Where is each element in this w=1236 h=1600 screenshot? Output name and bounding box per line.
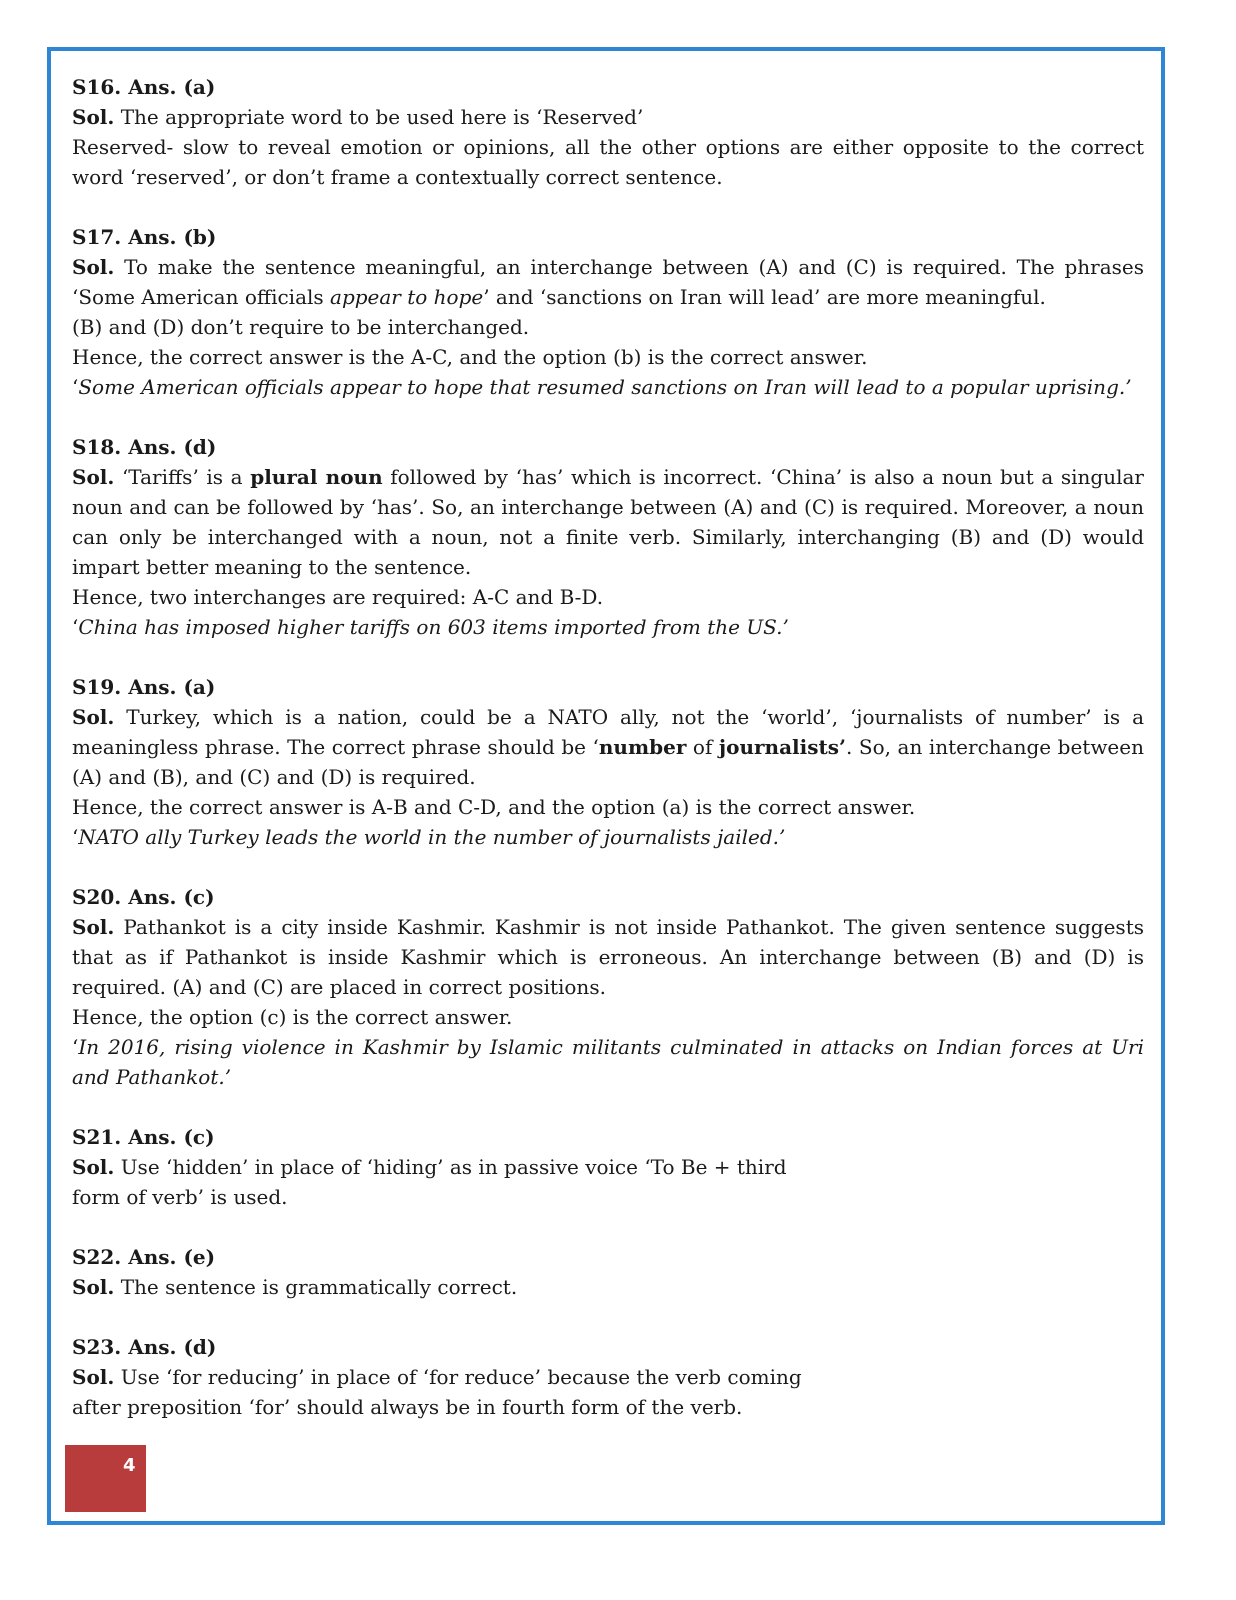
solution-fragment: Turkey, which is a nation, could be a NATO ally, not the ‘world’, ‘journalists of number’ is a meaningless phrase. The correct phrase should be ‘ (72, 705, 1144, 759)
example-text: NATO ally Turkey leads the world in the number of journalists jailed.’ (78, 825, 786, 849)
example-text: In 2016, rising violence in Kashmir by Islamic militants culminated in attacks on Indian forces at Uri and Pathankot.’ (72, 1035, 1144, 1089)
solution-fragment: To make the sentence meaningful, an interchange between (A) and (C) is required. The phrases ‘Some American officials (72, 255, 1144, 309)
solution-fragment: . So, an interchange between (A) and (B), and (C) and (D) is required. (72, 735, 1144, 789)
answer-heading: S17. Ans. (b) (72, 225, 217, 249)
sol-label: Sol. (72, 105, 115, 129)
sol-label: Sol. (72, 1275, 115, 1299)
solution-text (72, 462, 1144, 582)
answer-heading: S21. Ans. (c) (72, 1125, 215, 1149)
sol-label: Sol. (72, 915, 115, 939)
answer-s22 (72, 1242, 1144, 1302)
solution-text (72, 252, 1144, 312)
solution-fragment: The sentence is grammatically correct. (114, 1275, 518, 1299)
answer-heading: S23. Ans. (d) (72, 1335, 217, 1359)
answer-heading: S19. Ans. (a) (72, 675, 216, 699)
sol-label: Sol. (72, 465, 115, 489)
solution-text: Hence, the correct answer is A-B and C-D, and the option (a) is the correct answer. (72, 795, 916, 819)
answer-heading: S18. Ans. (d) (72, 435, 217, 459)
solution-fragment: Use ‘hidden’ in place of ‘hiding’ as in passive voice ‘To Be + third (114, 1155, 787, 1179)
example-text: Some American officials appear to hope that resumed sanctions on Iran will lead to a popular uprising.’ (78, 375, 1132, 399)
answer-s17 (72, 222, 1144, 402)
solution-text (72, 912, 1144, 1002)
solution-text (72, 702, 1144, 792)
example-sentence (72, 372, 1144, 402)
sol-label: Sol. (72, 255, 115, 279)
solution-text (72, 1362, 1144, 1392)
solution-emphasis: appear to hope (330, 285, 484, 309)
quote-mark: ‘ (72, 375, 79, 399)
solution-text: Hence, two interchanges are required: A-C and B-D. (72, 585, 604, 609)
solution-text: Reserved- slow to reveal emotion or opinions, all the other options are either opposite to the correct word ‘reserved’, or don’t frame a contextually correct sentence. (72, 135, 1144, 189)
answer-s19 (72, 672, 1144, 852)
example-sentence (72, 1032, 1144, 1092)
example-sentence (72, 822, 1144, 852)
answer-s23 (72, 1332, 1144, 1422)
answer-s21 (72, 1122, 1144, 1212)
sol-label: Sol. (72, 1155, 115, 1179)
answer-heading: S22. Ans. (e) (72, 1245, 216, 1269)
sol-label: Sol. (72, 705, 115, 729)
solution-fragment: ‘Tariffs’ is a (114, 465, 251, 489)
solution-fragment: Pathankot is a city inside Kashmir. Kashmir is not inside Pathankot. The given sentence suggests that as if Pathankot is inside Kashmir which is erroneous. An interchange between (B) and (D) is required. (A) and (C) are placed in correct positions. (72, 915, 1144, 999)
page-number-badge (65, 1445, 146, 1512)
solution-bold: journalists’ (718, 735, 846, 759)
solution-bold: number (598, 735, 687, 759)
solution-text: (B) and (D) don’t require to be interchanged. (72, 315, 530, 339)
sol-label: Sol. (72, 1365, 115, 1389)
solution-fragment: of (686, 735, 719, 759)
solution-text: form of verb’ is used. (72, 1185, 288, 1209)
solution-text: Hence, the correct answer is the A-C, and the option (b) is the correct answer. (72, 345, 868, 369)
solution-fragment: ’ and ‘sanctions on Iran will lead’ are more meaningful. (483, 285, 1046, 309)
solution-text: Hence, the option (c) is the correct answer. (72, 1005, 513, 1029)
solution-fragment: followed by ‘has’ which is incorrect. ‘China’ is also a noun but a singular noun and can be followed by ‘has’. So, an interchange between (A) and (C) is required. Moreover, a noun can only be interchanged with a noun, not a finite verb. Similarly, interchanging (B) and (D) would impart better meaning to the sentence. (72, 465, 1144, 579)
example-text: China has imposed higher tariffs on 603 items imported from the US.’ (78, 615, 789, 639)
answer-content (72, 72, 1144, 1452)
answer-s16 (72, 72, 1144, 192)
quote-mark: ‘ (72, 615, 79, 639)
example-sentence (72, 612, 1144, 642)
answer-s20 (72, 882, 1144, 1092)
answer-heading: S20. Ans. (c) (72, 885, 215, 909)
quote-mark: ‘ (72, 1035, 79, 1059)
solution-text (72, 1152, 1144, 1182)
solution-text: after preposition ‘for’ should always be in fourth form of the verb. (72, 1395, 743, 1419)
page-number: 4 (123, 1455, 136, 1476)
solution-bold: plural noun (250, 465, 383, 489)
solution-text (72, 102, 1144, 132)
answer-s18 (72, 432, 1144, 642)
quote-mark: ‘ (72, 825, 79, 849)
answer-heading: S16. Ans. (a) (72, 75, 216, 99)
solution-line: The appropriate word to be used here is ‘Reserved’ (114, 105, 644, 129)
solution-fragment: Use ‘for reducing’ in place of ‘for reduce’ because the verb coming (114, 1365, 802, 1389)
solution-text (72, 1272, 1144, 1302)
